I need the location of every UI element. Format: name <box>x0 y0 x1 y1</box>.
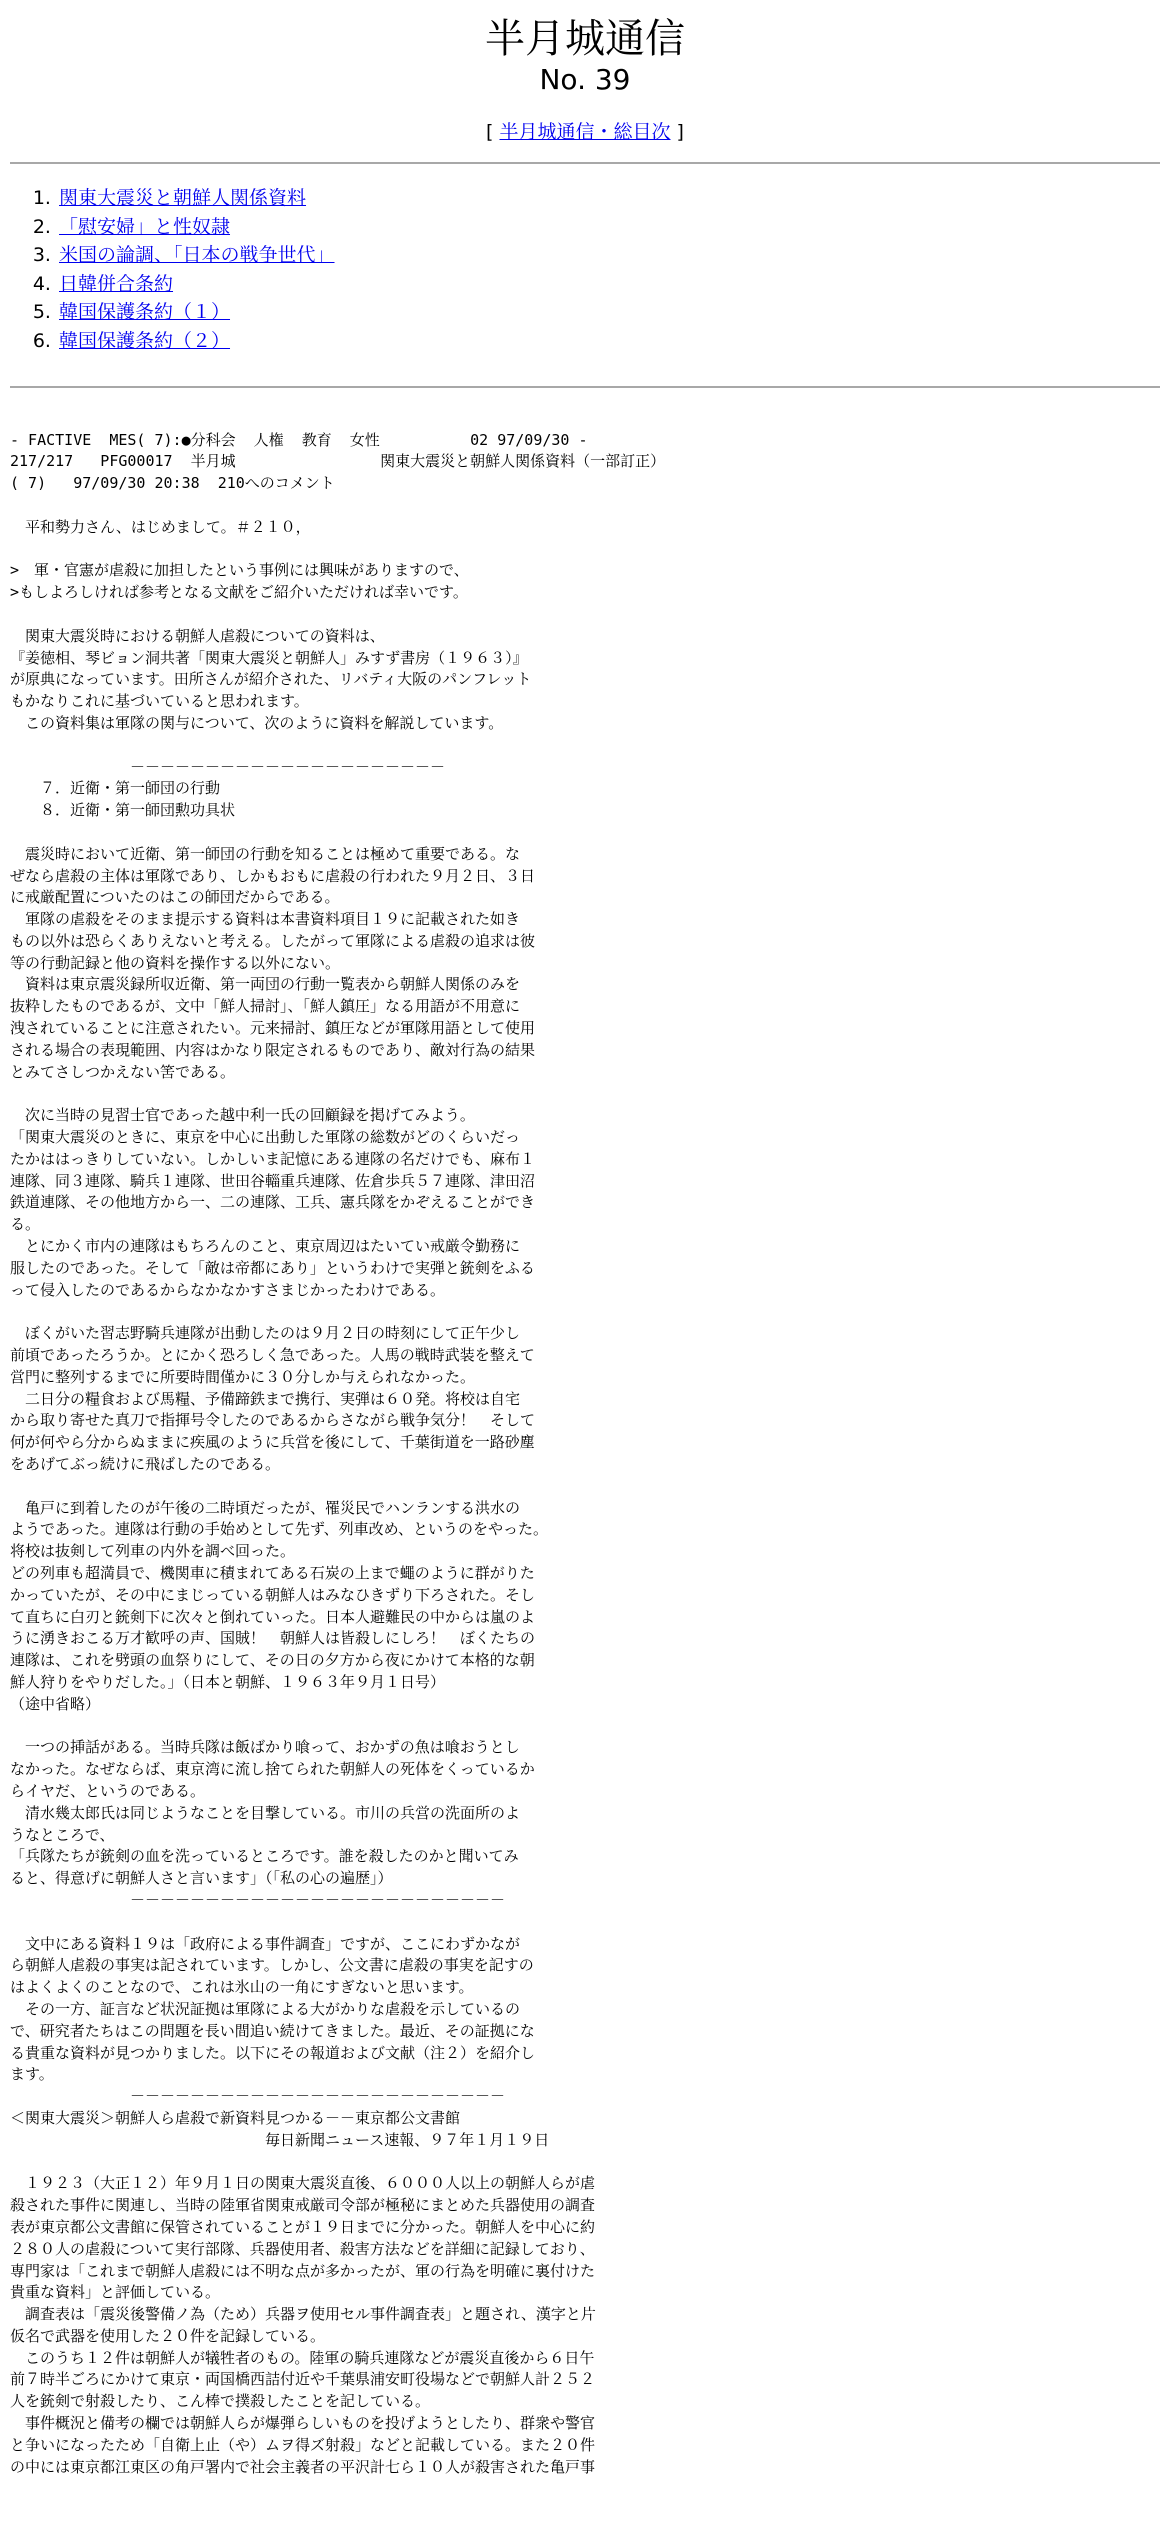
article-line: 資料は東京震災録所収近衛、第一両団の行動一覧表から朝鮮人関係のみを <box>10 975 521 994</box>
article-line: 一つの挿話がある。当時兵隊は飯ばかり喰って、おかずの魚は喰おうとし <box>10 1738 520 1757</box>
issue-number: No. 39 <box>539 63 631 96</box>
article-line: 鮮人狩りをやりだした。」（日本と朝鮮、１９６３年９月１日号） <box>10 1672 446 1691</box>
table-of-contents <box>10 184 1160 356</box>
article-line: ７．近衛・第一師団の行動 <box>10 779 221 798</box>
article-line: たかははっきりしていない。しかしいま記憶にある連隊の名だけでも、麻布１ <box>10 1149 536 1168</box>
index-link[interactable]: 半月城通信・総目次 <box>499 121 671 143</box>
article-line: 連隊、同３連隊、騎兵１連隊、世田谷輜重兵連隊、佐倉歩兵５７連隊、津田沼 <box>10 1171 536 1190</box>
article-line: 震災時において近衛、第一師団の行動を知ることは極めて重要である。な <box>10 844 521 863</box>
article-line: その一方、証言など状況証拠は軍隊による大がかりな虐殺を示しているの <box>10 1999 521 2018</box>
article-line: ます。 <box>10 2065 54 2084</box>
toc-link[interactable]: 日韓併合条約 <box>59 272 174 295</box>
article-line: 等の行動記録と他の資料を操作する以外にない。 <box>10 953 341 972</box>
article-line: 表が東京都公文書館に保管されていることが１９日までに分かった。朝鮮人を中心に約 <box>10 2217 596 2236</box>
article-line: うなところで、 <box>10 1825 115 1844</box>
bracket-close: ] <box>670 121 684 143</box>
toc-link[interactable]: 「慰安婦」と性奴隷 <box>59 215 231 238</box>
article-line: 平和勢力さん、はじめまして。＃２１０， <box>10 517 311 536</box>
article-line: 事件概況と備考の欄では朝鮮人らが爆弾らしいものを投げようとしたり、群衆や警官 <box>10 2414 596 2433</box>
article-line: 人を銃剣で射殺したり、こん棒で撲殺したことを記している。 <box>10 2392 431 2411</box>
article-line: - FACTIVE MES( 7):●分科会 人権 教育 女性 02 97/09/30 - <box>10 430 588 449</box>
article-line: もかなりこれに基づいていると思われます。 <box>10 692 309 711</box>
article-line: 「兵隊たちが銃剣の血を洗っているところです。誰を殺したのかと聞いてみ <box>10 1847 519 1866</box>
article-line: 貴重な資料」と評価している。 <box>10 2283 221 2302</box>
article-line: ると、得意げに朝鮮人さと言います」（「私の心の遍歴」） <box>10 1869 393 1888</box>
divider-bottom <box>10 386 1160 388</box>
article-line: から取り寄せた真刀で指揮号令したのであるからさながら戦争気分！ そして <box>10 1411 536 1430</box>
article-line: －－－－－－－－－－－－－－－－－－－－－－－－－ <box>10 2087 506 2106</box>
article-line: （途中省略） <box>10 1694 101 1713</box>
article-line: 前頃であったろうか。とにかく恐ろしく急であった。人馬の戦時武装を整えて <box>10 1346 535 1365</box>
article-line: て直ちに白刃と銃剣下に次々と倒れていった。日本人避難民の中からは嵐のよ <box>10 1607 536 1626</box>
article-line: される場合の表現範囲、内容はかなり限定されるものであり、敵対行為の結果 <box>10 1040 536 1059</box>
article-line: 鉄道連隊、その他地方から一、二の連隊、工兵、憲兵隊をかぞえることができ <box>10 1193 536 1212</box>
article-line: 「関東大震災のときに、東京を中心に出動した軍隊の総数がどのくらいだっ <box>10 1128 521 1147</box>
page-header <box>10 0 1160 146</box>
article-line: をあげてぶっ続けに飛ばしたのである。 <box>10 1455 281 1474</box>
article-line: 『姜徳相、琴ビョン洞共著「関東大震災と朝鮮人」みすず書房（１９６３）』 <box>10 648 528 667</box>
toc-item <box>57 327 1160 356</box>
article-line: 二日分の糧食および馬糧、予備蹄鉄まで携行、実弾は６０発。将校は自宅 <box>10 1389 521 1408</box>
article-body <box>10 430 1160 2479</box>
toc-item <box>57 184 1160 213</box>
article-line: ぼくがいた習志野騎兵連隊が出動したのは９月２日の時刻にして正午少し <box>10 1324 521 1343</box>
article-line: とにかく市内の連隊はもちろんのこと、東京周辺はたいてい戒厳令勤務に <box>10 1237 521 1256</box>
article-line: る貴重な資料が見つかりました。以下にその報道および文献（注２）を紹介し <box>10 2043 536 2062</box>
article-line: る。 <box>10 1215 41 1234</box>
article-line: 毎日新聞ニュース速報、９７年１月１９日 <box>10 2130 550 2149</box>
article-line: らイヤだ、というのである。 <box>10 1781 206 1800</box>
article-line: が原典になっています。田所さんが紹介された、リバティ大阪のパンフレット <box>10 670 532 689</box>
article-line: と争いになったため「自衛上止（や）ムヲ得ズ射殺」などと記載している。また２０件 <box>10 2435 596 2454</box>
article-line: 亀戸に到着したのが午後の二時頃だったが、罹災民でハンランする洪水の <box>10 1498 521 1517</box>
article-line: どの列車も超満員で、機関車に積まれてある石炭の上まで蠅のように群がりた <box>10 1564 535 1582</box>
article-line: 仮名で武器を使用した２０件を記録している。 <box>10 2326 326 2345</box>
article-line: 清水幾太郎氏は同じようなことを目撃している。市川の兵営の洗面所のよ <box>10 1803 521 1822</box>
article-line: 抜粋したものであるが、文中「鮮人掃討」、「鮮人鎮圧」なる用語が不用意に <box>10 997 521 1016</box>
article-line: >もしよろしければ参考となる文献をご紹介いただければ幸いです。 <box>10 583 468 602</box>
article-line: 調査表は「震災後警備ノ為（ため）兵器ヲ使用セル事件調査表」と題され、漢字と片 <box>10 2305 596 2324</box>
article-line: 専門家は「これまで朝鮮人虐殺には不明な点が多かったが、軍の行為を明確に裏付けた <box>10 2261 596 2280</box>
toc-item <box>57 298 1160 327</box>
index-link-line <box>10 118 1160 146</box>
article-line: 殺された事件に関連し、当時の陸軍省関東戒厳司令部が極秘にまとめた兵器使用の調査 <box>10 2196 596 2215</box>
article-line: ぜなら虐殺の主体は軍隊であり、しかもおもに虐殺の行われた９月２日、３日 <box>10 866 536 885</box>
article-line: ( 7) 97/09/30 20:38 210へのコメント <box>10 474 335 493</box>
article-line: > 軍・官憲が虐殺に加担したという事例には興味がありますので、 <box>10 561 469 580</box>
article-line: 軍隊の虐殺をそのまま提示する資料は本書資料項目１９に記載された如き <box>10 910 521 929</box>
page-title: 半月城通信 <box>485 16 685 62</box>
article-line: で、研究者たちはこの問題を長い間追い続けてきました。最近、その証拠にな <box>10 2021 535 2040</box>
toc-link[interactable]: 関東大震災と朝鮮人関係資料 <box>59 187 307 209</box>
article-line: ようであった。連隊は行動の手始めとして先ず、列車改め、というのをやった。 <box>10 1520 549 1539</box>
article-line: 前７時半ごろにかけて東京・両国橋西詰付近や千葉県浦安町役場などで朝鮮人計２５２ <box>10 2370 596 2389</box>
article-line: 連隊は、これを劈頭の血祭りにして、その日の夕方から夜にかけて本格的な朝 <box>10 1651 535 1670</box>
article-line: －－－－－－－－－－－－－－－－－－－－－－－－－ <box>10 1890 506 1909</box>
article-line: １９２３（大正１２）年９月１日の関東大震災直後、６０００人以上の朝鮮人らが虐 <box>10 2174 596 2193</box>
article-line: ２８０人の虐殺について実行部隊、兵器使用者、殺害方法などを詳細に記録しており、 <box>10 2239 595 2258</box>
article-line: はよくよくのことなので、これは氷山の一角にすぎないと思います。 <box>10 1978 474 1997</box>
article-line: このうち１２件は朝鮮人が犠牲者のもの。陸軍の騎兵連隊などが震災直後から６日午 <box>10 2348 595 2367</box>
article-line: の中には東京都江東区の角戸署内で社会主義者の平沢計七ら１０人が殺害された亀戸事 <box>10 2457 596 2476</box>
article-line: とみてさしつかえない筈である。 <box>10 1062 236 1081</box>
article-line: かっていたが、その中にまじっている朝鮮人はみなひきずり下ろされた。そし <box>10 1585 536 1604</box>
divider-top <box>10 162 1160 164</box>
toc-item <box>57 213 1160 242</box>
bracket-open: [ <box>486 121 500 143</box>
article-line: 文中にある資料１９は「政府による事件調査」ですが、ここにわずかなが <box>10 1934 521 1953</box>
article-line: ら朝鮮人虐殺の事実は記されています。しかし、公文書に虐殺の事実を記すの <box>10 1956 534 1975</box>
article-line: 洩されていることに注意されたい。元来掃討、鎮圧などが軍隊用語として使用 <box>10 1019 536 1038</box>
toc-link[interactable]: 韓国保護条約（１） <box>59 301 231 324</box>
article-line: 217/217 PFG00017 半月城 関東大震災と朝鮮人関係資料（一部訂正） <box>10 452 666 471</box>
article-line: ＜関東大震災＞朝鮮人ら虐殺で新資料見つかる－－東京都公文書館 <box>10 2108 461 2127</box>
article-line: ８．近衛・第一師団勲功具状 <box>10 801 236 820</box>
article-line: この資料集は軍隊の関与について、次のように資料を解説しています。 <box>10 713 504 732</box>
toc-item <box>57 241 1160 270</box>
article-line: って侵入したのであるからなかなかすさまじかったわけである。 <box>10 1280 446 1299</box>
article-line: 将校は抜剣して列車の内外を調べ回った。 <box>10 1542 296 1561</box>
article-line: うに湧きおこる万才歓呼の声、国賊！ 朝鮮人は皆殺しにしろ！ ぼくたちの <box>10 1629 536 1648</box>
article-line: －－－－－－－－－－－－－－－－－－－－－ <box>10 757 446 776</box>
toc-link[interactable]: 米国の論調、「日本の戦争世代」 <box>59 244 335 267</box>
toc-link[interactable]: 韓国保護条約（２） <box>59 329 231 352</box>
article-line: なかった。なぜならば、東京湾に流し捨てられた朝鮮人の死体をくっているか <box>10 1760 535 1779</box>
article-line: に戒厳配置についたのはこの師団だからである。 <box>10 888 340 907</box>
toc-item <box>57 270 1160 299</box>
article-line: 営門に整列するまでに所要時間僅かに３０分しか与えられなかった。 <box>10 1367 476 1386</box>
article-line: 何が何やら分からぬままに疾風のように兵営を後にして、千葉街道を一路砂塵 <box>10 1433 535 1452</box>
article-line: もの以外は恐らくありえないと考える。したがって軍隊による虐殺の追求は彼 <box>10 931 536 950</box>
article-line: 次に当時の見習士官であった越中利一氏の回顧録を掲げてみよう。 <box>10 1106 475 1125</box>
article-line: 服したのであった。そして「敵は帝都にあり」というわけで実弾と銃剣をふる <box>10 1258 535 1277</box>
article-line: 関東大震災時における朝鮮人虐殺についての資料は、 <box>10 626 385 645</box>
